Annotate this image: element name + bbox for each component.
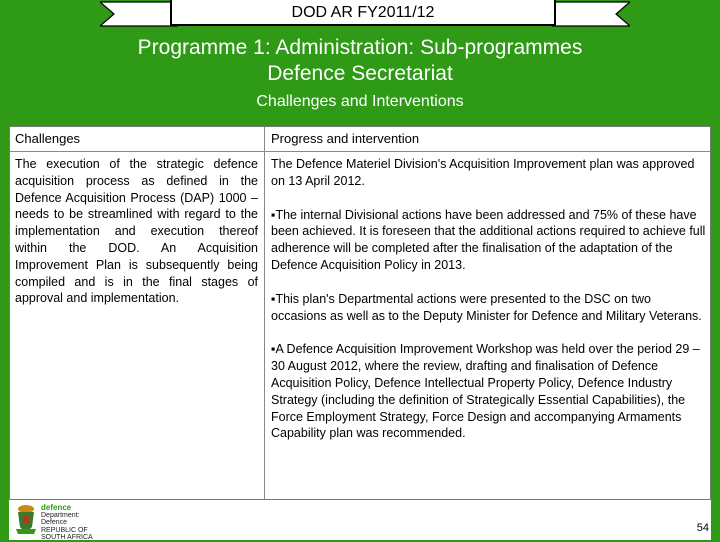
page-title (0, 35, 720, 87)
logo-line-2: Defence (41, 519, 68, 526)
column-header-progress: Progress and intervention (271, 131, 420, 146)
page-number: 54 (696, 522, 709, 534)
progress-bullet-item: ▪ The internal Divisional actions have been addressed and 75% of these have been achieved. It is foreseen that the additional actions required to achieve full adherence will be completed after the finalisation of the adaptation of the Defence Acquisition Policy in 2013. (271, 207, 707, 274)
page-title-line1: Programme 1: Administration: Sub-programmes (137, 36, 583, 59)
header-row-divider (10, 151, 710, 152)
header-ribbon-left (100, 0, 178, 30)
challenges-table (9, 126, 711, 500)
progress-item: The Defence Materiel Division's Acquisition Improvement plan was approved on 13 April 2012. (271, 157, 695, 188)
footer (9, 500, 711, 540)
header-ribbon-right (552, 0, 630, 30)
challenge-cell: The execution of the strategic defence acquisition process as defined in the Defence Acquisition Process (DAP) 1000 – needs to be streamlined with regard to the implementation and execution thereof within the DOD. An Acquisition Improvement Plan is subsequently being compiled and is in the final stages of approval and implementation. (15, 157, 258, 306)
header-label: DOD AR FY2011/12 (170, 0, 556, 26)
progress-cell (271, 156, 707, 459)
coat-of-arms-icon (15, 503, 37, 535)
progress-bullet-item: ▪ This plan's Departmental actions were presented to the DSC on two occasions as well as to the Deputy Minister for Defence and Military Veterans. (271, 291, 707, 325)
column-header-challenges: Challenges (15, 131, 81, 146)
page-subtitle: Challenges and Interventions (256, 93, 464, 110)
department-logo (41, 504, 101, 542)
logo-line-3: REPUBLIC OF SOUTH AFRICA (41, 526, 93, 541)
logo-line-1: Department: (41, 511, 80, 519)
page-title-line2: Defence Secretariat (267, 62, 453, 85)
progress-bullet-item: ▪ A Defence Acquisition Improvement Workshop was held over the period 29 – 30 August 2012, where the review, drafting and finalisation of Defence Acquisition Policy, Defence Intellectual Property Policy, Defence Industry Strategy (including the definition of Strategically Essential Capabilities), the Force Employment Strategy, Force Design and accompanying Armaments Capability plan was recommended. (271, 341, 707, 442)
logo-word: defence (41, 503, 72, 512)
column-divider (264, 127, 265, 499)
